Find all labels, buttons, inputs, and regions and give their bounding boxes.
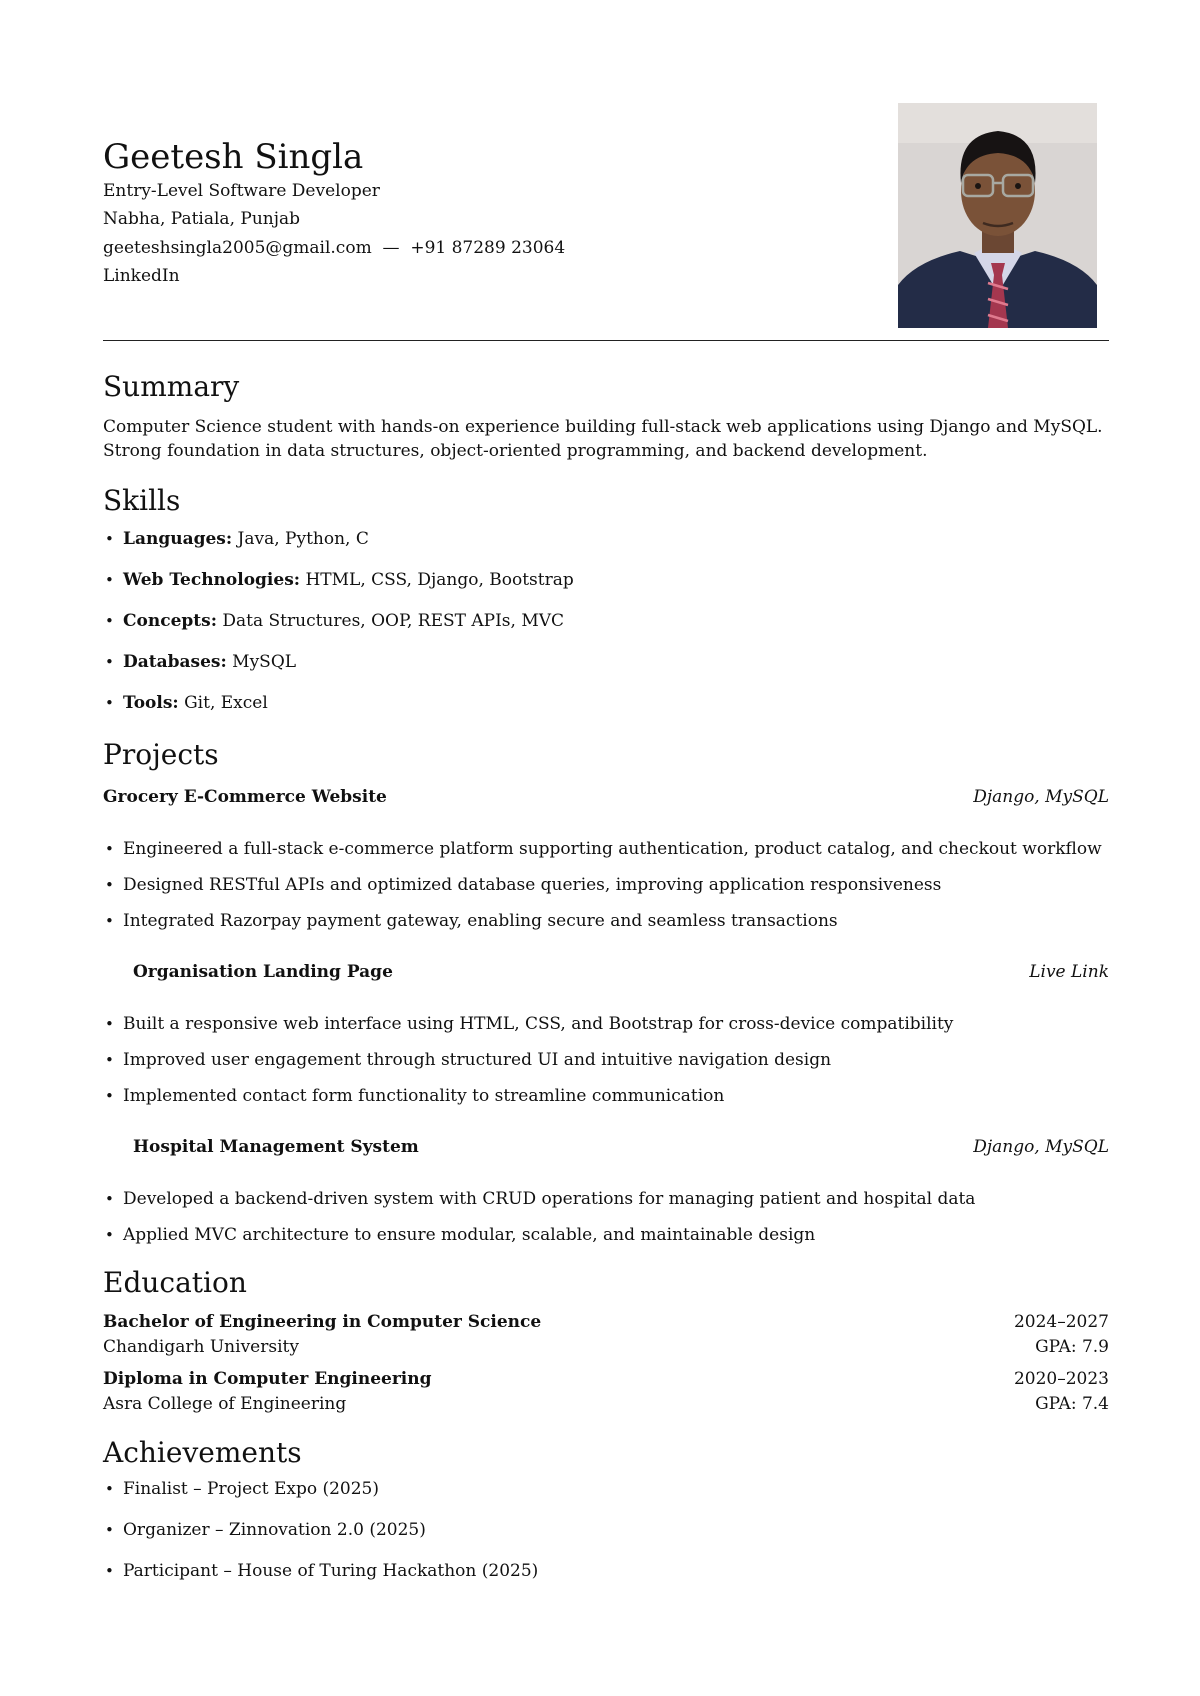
skills-list [103,527,1109,732]
skill-item [103,568,1109,592]
candidate-name: Geetesh Singla [103,137,364,177]
header-divider [103,340,1109,341]
skill-value: Git, Excel [184,693,268,713]
achievement-item: • Participant – House of Turing Hackathon (2025) [103,1559,1109,1583]
project-tech-link[interactable]: Live Link [1029,962,1109,982]
project-tech: Django, MySQL [973,787,1109,807]
project-name: Grocery E-Commerce Website [103,787,387,807]
project-bullet: • Applied MVC architecture to ensure modular, scalable, and maintainable design [103,1223,1109,1247]
education-school: Asra College of Engineering [103,1394,347,1414]
project-bullet: • Engineered a full-stack e-commerce platform supporting authentication, product catalog, and checkout workflow [103,837,1109,861]
education-school: Chandigarh University [103,1337,299,1357]
phone-number: +91 87289 23064 [410,238,566,258]
project-bullet: • Built a responsive web interface using HTML, CSS, and Bootstrap for cross-device compatibility [103,1012,1109,1036]
achievements-list [103,1477,1109,1600]
skill-value: MySQL [232,652,297,672]
education-heading: Education [103,1266,247,1299]
education-years: 2024–2027 [1013,1312,1109,1332]
skills-heading: Skills [103,484,181,517]
resume-page [103,0,1109,1696]
skill-label: Languages: [123,529,233,549]
education-gpa: GPA: 7.4 [1035,1394,1109,1414]
project-name: Hospital Management System [133,1137,419,1157]
skill-value: Data Structures, OOP, REST APIs, MVC [222,611,565,631]
education-gpa: GPA: 7.9 [1035,1337,1109,1357]
skill-item [103,609,1109,633]
project-bullet: • Improved user engagement through structured UI and intuitive navigation design [103,1048,1109,1072]
project-bullet: • Integrated Razorpay payment gateway, enabling secure and seamless transactions [103,909,1109,933]
skill-item [103,650,1109,674]
skill-value: HTML, CSS, Django, Bootstrap [305,570,574,590]
job-title: Entry-Level Software Developer [103,181,380,201]
skill-label: Tools: [123,693,179,713]
projects-heading: Projects [103,738,219,771]
project-bullet: • Developed a backend-driven system with CRUD operations for managing patient and hospital data [103,1187,1109,1211]
project-bullets [103,1187,1109,1259]
summary-line: Strong foundation in data structures, object-oriented programming, and backend development. [103,441,928,461]
project-name: Organisation Landing Page [133,962,393,982]
education-years: 2020–2023 [1013,1369,1109,1389]
location: Nabha, Patiala, Punjab [103,209,301,229]
project-bullet: • Implemented contact form functionality to streamline communication [103,1084,1109,1108]
summary-line: Computer Science student with hands-on experience building full-stack web applications using Django and MySQL. [103,417,1103,437]
project-tech: Django, MySQL [973,1137,1109,1157]
achievements-heading: Achievements [103,1436,302,1469]
skill-item [103,691,1109,715]
achievement-item: • Finalist – Project Expo (2025) [103,1477,1109,1501]
contact-separator: — [382,238,400,258]
project-bullets [103,1012,1109,1120]
contact-line [103,237,565,259]
achievement-item: • Organizer – Zinnovation 2.0 (2025) [103,1518,1109,1542]
skill-value: Java, Python, C [237,529,369,549]
project-bullet: • Designed RESTful APIs and optimized database queries, improving application responsiveness [103,873,1109,897]
linkedin-link[interactable]: LinkedIn [103,266,180,286]
education-degree: Diploma in Computer Engineering [103,1369,432,1389]
education-degree: Bachelor of Engineering in Computer Science [103,1312,542,1332]
email-link[interactable]: geeteshsingla2005@gmail.com [103,238,372,258]
project-bullets [103,837,1109,945]
skill-label: Databases: [123,652,227,672]
skill-label: Web Technologies: [123,570,301,590]
profile-photo [898,103,1097,328]
summary-heading: Summary [103,370,240,403]
skill-label: Concepts: [123,611,217,631]
skill-item [103,527,1109,551]
summary-text [103,415,1109,463]
